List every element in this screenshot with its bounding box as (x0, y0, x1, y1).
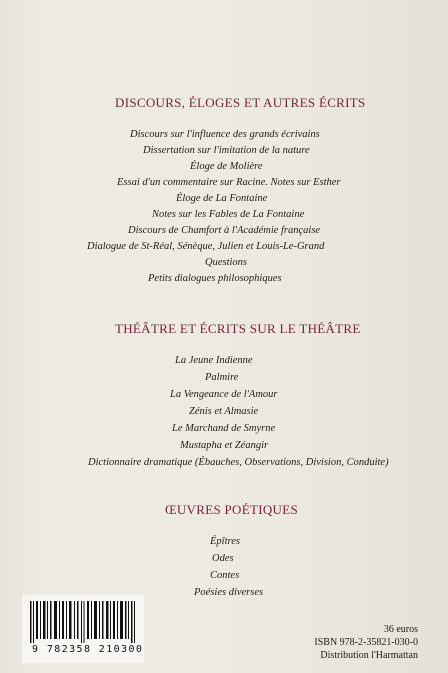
price: 36 euros (383, 624, 418, 635)
list-item: Le Marchand de Smyrne (172, 423, 276, 434)
list-item: Odes (212, 553, 234, 564)
list-item: Questions (205, 257, 247, 268)
list-item: Discours sur l'influence des grands écrivains (130, 129, 320, 140)
list-item: Éloge de La Fontaine (176, 193, 268, 204)
isbn: ISBN 978-2-35821-030-0 (314, 637, 418, 648)
barcode (22, 595, 144, 663)
list-item: Contes (210, 570, 240, 581)
list-item: Discours de Chamfort à l'Académie française (128, 225, 321, 236)
barcode-bars (30, 601, 136, 643)
list-item: Dictionnaire dramatique (Ébauches, Observations, Division, Conduite) (88, 457, 389, 468)
section-heading: DISCOURS, ÉLOGES ET AUTRES ÉCRITS (115, 95, 366, 110)
section-heading: ŒUVRES POÉTIQUES (165, 502, 299, 517)
list-item: Épîtres (210, 536, 240, 547)
price-block (314, 623, 418, 662)
list-item: Petits dialogues philosophiques (148, 273, 282, 284)
list-item: Palmire (205, 372, 239, 383)
list-item: Poésies diverses (194, 587, 264, 598)
section-heading: THÉÂTRE ET ÉCRITS SUR LE THÉÂTRE (115, 321, 361, 336)
list-item: Mustapha et Zéangir (180, 440, 269, 451)
list-item: Éloge de Molière (190, 161, 263, 172)
list-item: La Vengeance de l'Amour (170, 389, 278, 400)
list-item: Dialogue de St-Réal, Sénèque, Julien et Louis-Le-Grand (87, 241, 325, 252)
barcode-number: 9 782358 210300 (32, 644, 144, 655)
list-item: Notes sur les Fables de La Fontaine (152, 209, 305, 220)
list-item: La Jeune Indienne (175, 355, 253, 366)
list-item: Zénis et Almasie (189, 406, 259, 417)
distribution: Distribution l'Harmattan (320, 650, 418, 661)
list-item: Dissertation sur l'imitation de la nature (143, 145, 310, 156)
list-item: Essai d'un commentaire sur Racine. Notes sur Esther (117, 177, 341, 188)
